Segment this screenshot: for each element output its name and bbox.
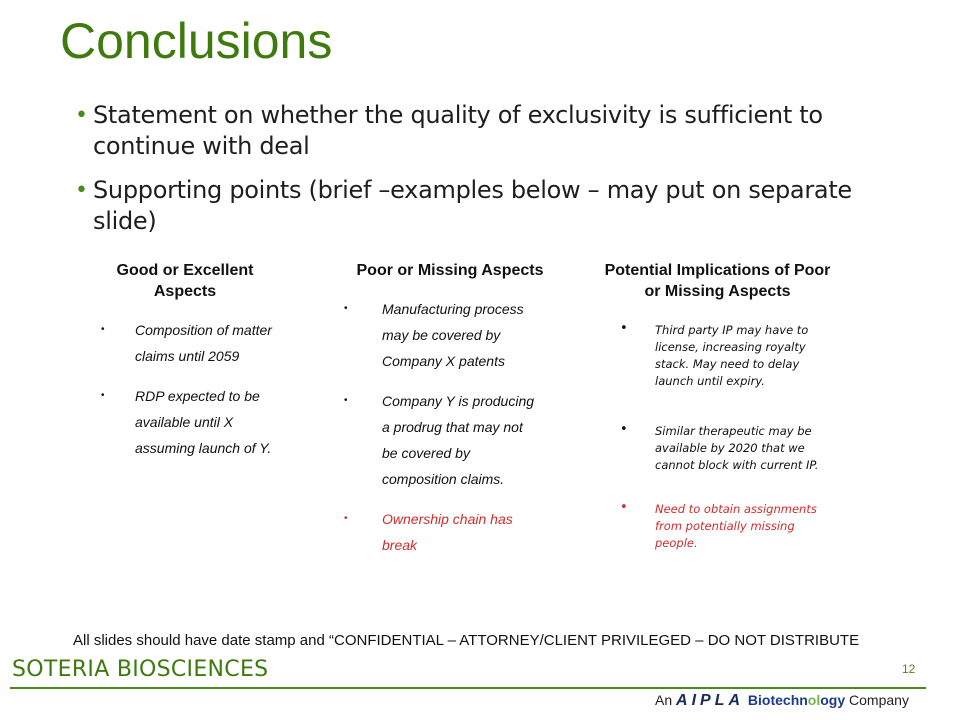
- list-item: • Company Y is producing a prodrug that may not be covered by composition claims.: [350, 388, 550, 492]
- column-good-aspects: [85, 260, 285, 461]
- aipla-logo: AIPLA: [676, 692, 745, 709]
- bullet-dot-icon: •: [620, 500, 628, 515]
- confidentiality-note: All slides should have date stamp and “CONFIDENTIAL – ATTORNEY/CLIENT PRIVILEGED – DO NOT DISTRIBUTE: [73, 632, 860, 649]
- bullet-dot-icon: •: [75, 103, 88, 128]
- list-item: • Similar therapeutic may be available by 2020 that we cannot block with current IP.: [620, 422, 819, 472]
- main-bullet: • Statement on whether the quality of exclusivity is sufficient to continue with deal: [75, 101, 823, 160]
- bullet-dot-icon: •: [75, 178, 88, 203]
- bullet-dot-icon: •: [620, 321, 628, 336]
- page-number: 12: [902, 662, 916, 676]
- aipla-tagline: An AIPLA Biotechnology Company: [655, 692, 909, 709]
- bullet-dot-icon: •: [344, 395, 348, 406]
- slide-title: Conclusions: [60, 13, 333, 69]
- column-heading: Poor or Missing Aspects: [356, 262, 544, 279]
- list-item: • Ownership chain has break: [350, 506, 550, 558]
- bullet-dot-icon: •: [344, 513, 348, 524]
- list-item: • RDP expected to be available until X assuming launch of Y.: [85, 383, 285, 461]
- main-bullet: • Supporting points (brief –examples below – may put on separate slide): [75, 176, 852, 235]
- column-heading: Potential Implications of Poor or Missing Aspects: [604, 262, 831, 300]
- biotechnology-wordmark: Biotechnology: [747, 692, 846, 708]
- list-item: • Composition of matter claims until 2059: [85, 317, 285, 369]
- list-item: • Manufacturing process may be covered by Company X patents: [350, 296, 550, 374]
- bullet-dot-icon: •: [101, 390, 105, 401]
- list-item: • Third party IP may have to license, increasing royalty stack. May need to delay launch until expiry.: [620, 321, 809, 388]
- main-bullet-list: [75, 100, 905, 250]
- column-poor-aspects: [344, 260, 550, 558]
- bullet-dot-icon: •: [101, 324, 105, 335]
- list-item: • Need to obtain assignments from potentially missing people.: [620, 500, 817, 550]
- brand-name: SOTERIA BIOSCIENCES: [12, 657, 269, 682]
- bullet-dot-icon: •: [344, 303, 348, 314]
- column-implications: [600, 260, 835, 552]
- column-heading: Good or Excellent Aspects: [116, 262, 254, 300]
- footer-divider: [10, 687, 926, 689]
- bullet-dot-icon: •: [620, 422, 628, 437]
